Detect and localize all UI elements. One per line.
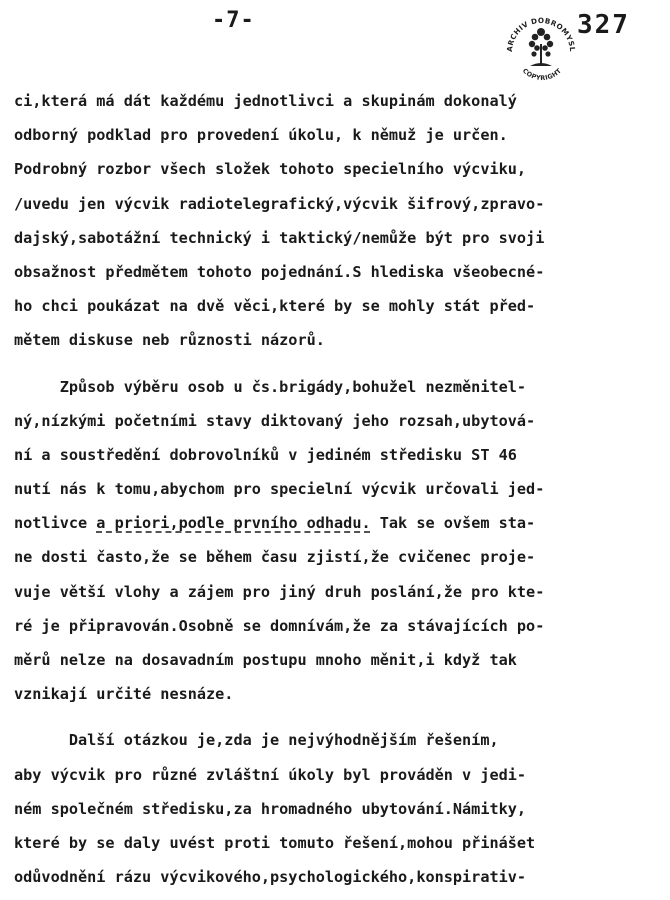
text-line: ní a soustředění dobrovolníků v jediném středisku ST 46 bbox=[14, 445, 517, 464]
tree-icon bbox=[500, 8, 582, 90]
paragraph-2 bbox=[14, 370, 664, 712]
archive-number: 327 bbox=[577, 10, 630, 40]
text-line: Podrobný rozbor všech složek tohoto specielního výcviku, bbox=[14, 160, 527, 179]
text-line-with-underline bbox=[14, 506, 664, 540]
stamp-top-text: ARCHIV DOBROMYSL bbox=[504, 15, 578, 53]
underlined-phrase: a priori,podle prvního odhadu. bbox=[96, 514, 371, 533]
stamp-bottom-text: COPYRIGHT bbox=[520, 66, 564, 83]
text-line: dajský,sabotážní technický i taktický/nemůže být pro svoji bbox=[14, 228, 545, 247]
text-line: ném společném středisku,za hromadného ubytování.Námitky, bbox=[14, 799, 527, 818]
text-line: mětem diskuse neb různosti názorů. bbox=[14, 331, 325, 350]
page-number: -7- bbox=[212, 8, 255, 33]
text-line: které by se daly uvést proti tomuto řešení,mohou přinášet bbox=[14, 833, 536, 852]
paragraph-gap bbox=[14, 358, 664, 370]
text-line: vuje větší vlohy a zájem pro jiný druh poslání,že pro kte- bbox=[14, 582, 545, 601]
text-line: aby výcvik pro různé zvláštní úkoly byl prováděn v jedi- bbox=[14, 765, 527, 784]
body-text bbox=[14, 84, 664, 894]
text-line: ci,která má dát každému jednotlivci a skupinám dokonalý bbox=[14, 92, 517, 110]
paragraph-3 bbox=[14, 723, 664, 894]
text-line: obsažnost předmětem tohoto pojednání.S hlediska všeobecné- bbox=[14, 262, 545, 281]
text-line: odborný podklad pro provedení úkolu, k němuž je určen. bbox=[14, 126, 508, 145]
text-line: ný,nízkými početními stavy diktovaný jeho rozsah,ubytová- bbox=[14, 411, 536, 430]
paragraph-1 bbox=[14, 84, 664, 358]
text-line: měrů nelze na dosavadním postupu mnoho měnit,i když tak bbox=[14, 651, 517, 669]
paragraph-gap bbox=[14, 711, 664, 723]
text-line: Způsob výběru osob u čs.brigády,bohužel nezměnitel- bbox=[14, 377, 527, 396]
svg-text:COPYRIGHT bbox=[521, 67, 564, 83]
text-line: Další otázkou je,zda je nejvýhodnějším řešením, bbox=[14, 731, 499, 750]
text-line: /uvedu jen výcvik radiotelegrafický,výcvik šifrový,zpravo- bbox=[14, 194, 545, 213]
text-line: ne dosti často,že se během času zjistí,že cvičenec proje- bbox=[14, 548, 536, 567]
text-segment: Tak se ovšem sta- bbox=[370, 514, 536, 533]
text-line: odůvodnění rázu výcvikového,psychologického,konspirativ- bbox=[14, 868, 527, 887]
text-segment: notlivce bbox=[14, 514, 97, 533]
text-line: vznikají určité nesnáze. bbox=[14, 685, 234, 704]
text-line: ré je připravován.Osobně se domnívám,že za stávajících po- bbox=[14, 616, 545, 635]
text-line: nutí nás k tomu,abychom pro specielní výcvik určovali jed- bbox=[14, 480, 545, 499]
text-line: ho chci poukázat na dvě věci,které by se mohly stát před- bbox=[14, 297, 536, 316]
archive-stamp bbox=[500, 8, 582, 90]
